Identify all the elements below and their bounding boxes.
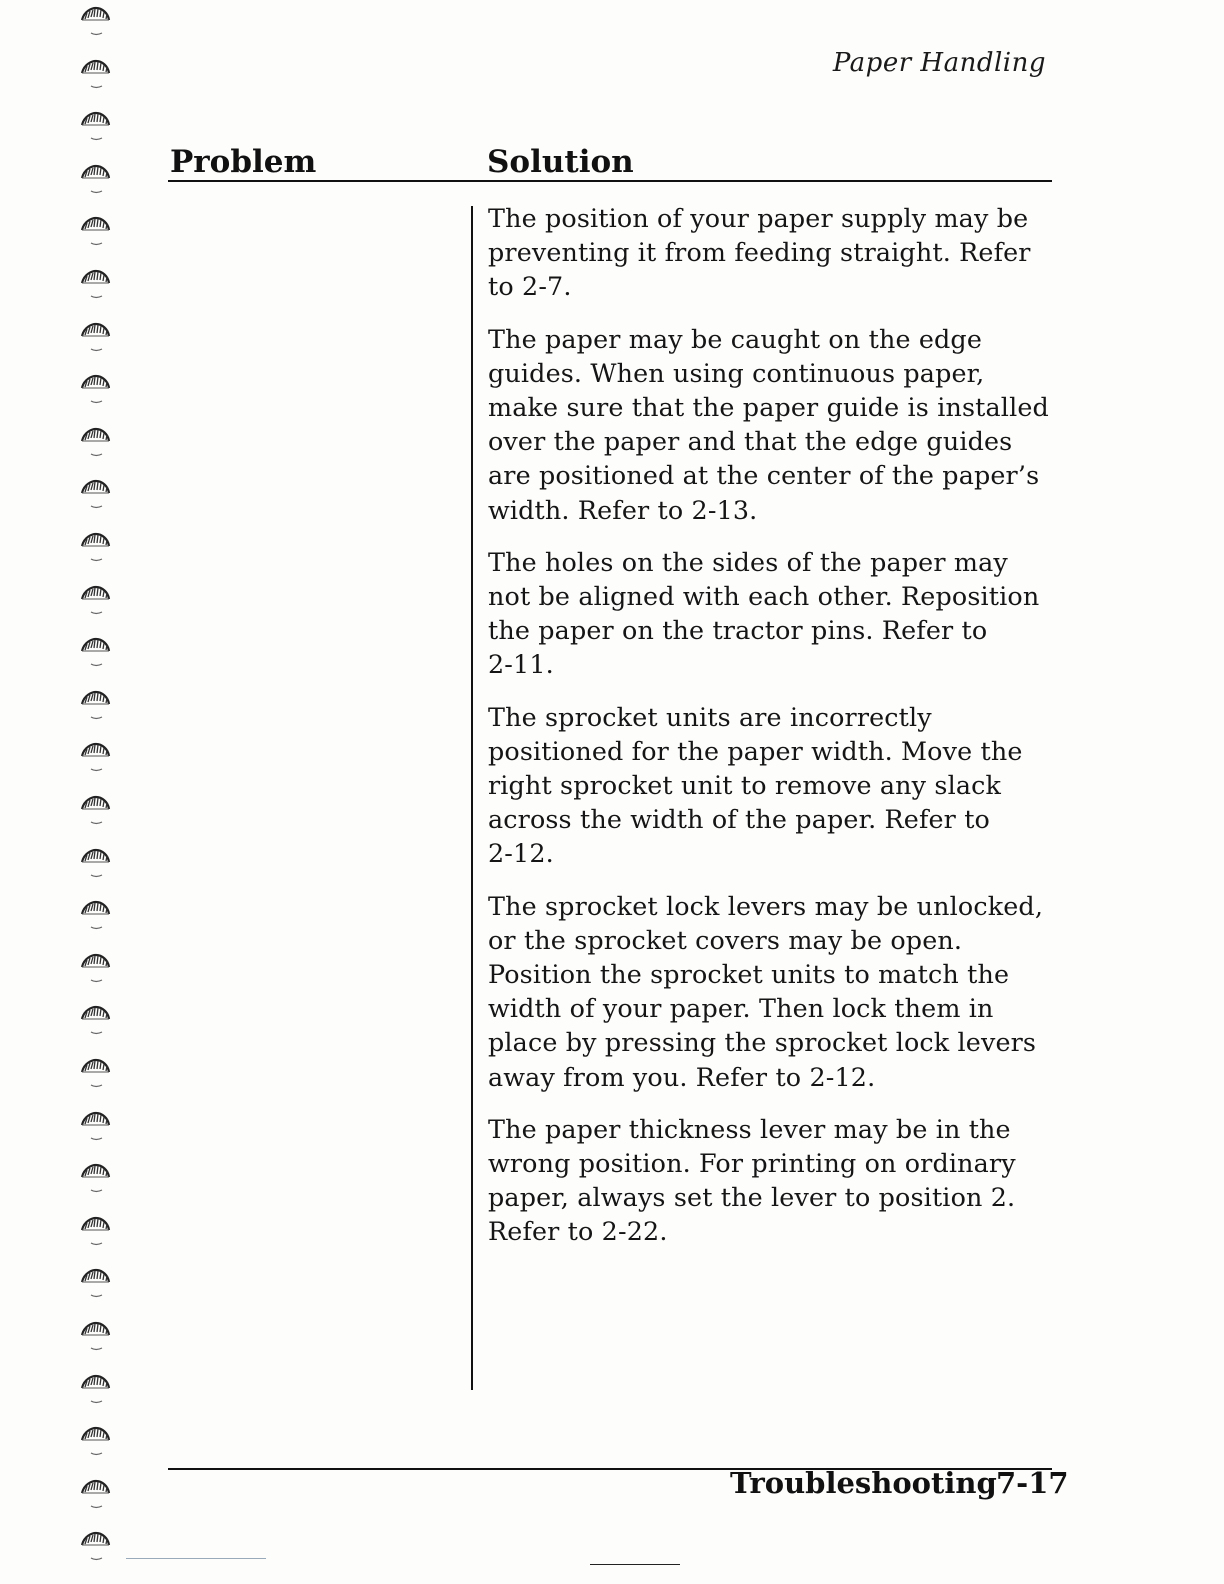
scan-artifact-line bbox=[590, 1564, 680, 1565]
scan-artifact-line bbox=[126, 1558, 266, 1559]
solution-paragraph: The holes on the sides of the paper may not be aligned with each other. Reposition the paper on the tractor pins. Refer to 2-11. bbox=[488, 546, 1040, 680]
spiral-ring-icon bbox=[78, 269, 112, 299]
column-divider bbox=[471, 206, 473, 1390]
spiral-ring-icon bbox=[78, 795, 112, 825]
spiral-binding bbox=[70, 0, 120, 1584]
problem-column-heading: Problem bbox=[170, 144, 317, 180]
spiral-ring-icon bbox=[78, 690, 112, 720]
heading-rule bbox=[168, 180, 1052, 182]
spiral-ring-icon bbox=[78, 1479, 112, 1509]
spiral-ring-icon bbox=[78, 1321, 112, 1351]
spiral-ring-icon bbox=[78, 532, 112, 562]
spiral-ring-icon bbox=[78, 1374, 112, 1404]
spiral-ring-icon bbox=[78, 427, 112, 457]
spiral-ring-icon bbox=[78, 953, 112, 983]
solution-paragraph: The sprocket units are incorrectly positioned for the paper width. Move the right sprocket unit to remove any slack across the width of the paper. Refer to 2-12. bbox=[488, 701, 1023, 869]
solution-paragraph: The position of your paper supply may be preventing it from feeding straight. Refer to 2-7. bbox=[488, 203, 1031, 302]
spiral-ring-icon bbox=[78, 1005, 112, 1035]
solution-column-heading: Solution bbox=[487, 144, 634, 180]
spiral-ring-icon bbox=[78, 1531, 112, 1561]
spiral-ring-icon bbox=[78, 479, 112, 509]
spiral-ring-icon bbox=[78, 1058, 112, 1088]
solution-list bbox=[488, 201, 1058, 1267]
spiral-ring-icon bbox=[78, 637, 112, 667]
footer-section-title: Troubleshooting bbox=[730, 1466, 997, 1500]
spiral-ring-icon bbox=[78, 1426, 112, 1456]
spiral-ring-icon bbox=[78, 1163, 112, 1193]
spiral-ring-icon bbox=[78, 900, 112, 930]
page-number: 7-17 bbox=[996, 1466, 1069, 1500]
spiral-ring-icon bbox=[78, 848, 112, 878]
spiral-ring-icon bbox=[78, 374, 112, 404]
solution-paragraph: The sprocket lock levers may be unlocked, or the sprocket covers may be open. Position the sprocket units to match the width of your paper. Then lock them in place by pressing the sprocket lock levers away from you. Refer to 2-12. bbox=[488, 890, 1044, 1092]
spiral-ring-icon bbox=[78, 111, 112, 141]
spiral-ring-icon bbox=[78, 1216, 112, 1246]
spiral-ring-icon bbox=[78, 6, 112, 36]
spiral-ring-icon bbox=[78, 216, 112, 246]
spiral-ring-icon bbox=[78, 164, 112, 194]
spiral-ring-icon bbox=[78, 585, 112, 615]
spiral-ring-icon bbox=[78, 742, 112, 772]
spiral-ring-icon bbox=[78, 1268, 112, 1298]
spiral-ring-icon bbox=[78, 322, 112, 352]
solution-paragraph: The paper thickness lever may be in the wrong position. For printing on ordinary paper, always set the lever to position 2. Refer to 2-22. bbox=[488, 1113, 1016, 1247]
spiral-ring-icon bbox=[78, 59, 112, 89]
running-head: Paper Handling bbox=[832, 48, 1046, 78]
solution-paragraph: The paper may be caught on the edge guides. When using continuous paper, make sure that the paper guide is installed over the paper and that the edge guides are positioned at the center of the paper’s width. Refer to 2-13. bbox=[488, 323, 1049, 525]
spiral-ring-icon bbox=[78, 1111, 112, 1141]
